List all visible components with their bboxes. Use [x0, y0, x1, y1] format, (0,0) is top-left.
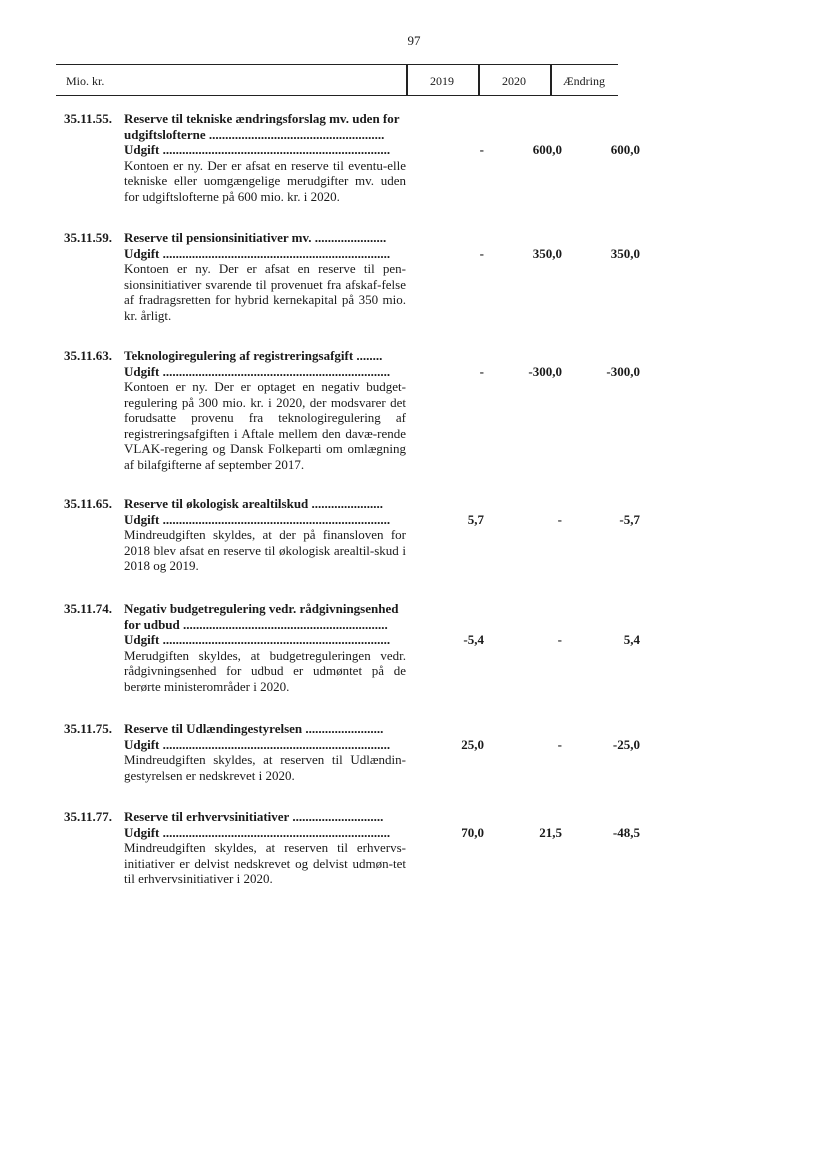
value-2020: 600,0	[532, 142, 562, 157]
value-2019: 5,7	[467, 511, 484, 527]
unit-label: Mio. kr.	[66, 74, 105, 88]
table-header	[56, 64, 618, 96]
account-code: 35.11.77.	[64, 809, 113, 824]
value-2020: -	[557, 511, 562, 527]
account-entry	[64, 721, 640, 783]
column-header-change: Ændring	[563, 74, 605, 88]
account-title: Negativ budgetregulering vedr. rådgivningsenhed for udbud ...............................................................	[124, 601, 399, 632]
account-code: 35.11.59.	[64, 230, 113, 245]
value-2019: -	[479, 245, 484, 261]
value-2019: -5,4	[463, 632, 484, 647]
udgift-label: Udgift ......................................................................	[124, 632, 391, 647]
account-code: 35.11.65.	[64, 496, 113, 511]
account-entry	[64, 111, 640, 204]
udgift-label: Udgift ......................................................................	[124, 245, 391, 261]
account-description: Mindreudgiften skyldes, at der på finansloven for 2018 blev afsat en reserve til økologisk arealtil-skud i 2018 og 2019.	[124, 527, 406, 573]
value-change: -5,7	[619, 511, 640, 527]
value-change: -300,0	[606, 363, 640, 379]
page-number: 97	[407, 33, 421, 48]
account-description: Kontoen er ny. Der er afsat en reserve til eventu-elle tekniske eller uomgængelige merudgifter mv. uden for udgiftslofterne på 600 mio. kr. i 2020.	[124, 157, 406, 204]
account-title: Reserve til erhvervsinitiativer ............................	[124, 809, 384, 824]
account-description: Mindreudgiften skyldes, at reserven til erhvervs-initiativer er delvist nedskrevet og delvist udmøn-tet til erhvervsinitiativer i 2020.	[124, 840, 406, 886]
value-2019: -	[479, 363, 484, 379]
value-change: -48,5	[612, 824, 640, 840]
udgift-label: Udgift ......................................................................	[124, 142, 391, 157]
account-entry	[64, 230, 640, 323]
value-change: 350,0	[610, 245, 640, 261]
account-title: Reserve til tekniske ændringsforslag mv. uden for udgiftslofterne ......................................................	[124, 111, 400, 142]
account-entry	[64, 496, 640, 574]
account-code: 35.11.63.	[64, 348, 113, 363]
account-code: 35.11.75.	[64, 721, 113, 736]
value-2020: -	[557, 632, 562, 647]
value-change: 5,4	[623, 632, 640, 647]
account-title: Reserve til pensionsinitiativer mv. ......................	[124, 230, 387, 245]
value-change: 600,0	[610, 142, 640, 157]
account-entry	[64, 809, 640, 887]
value-2020: -	[557, 736, 562, 752]
value-2019: 70,0	[461, 824, 484, 840]
value-2020: 21,5	[539, 824, 562, 840]
column-header-2019: 2019	[430, 74, 454, 88]
value-2019: 25,0	[461, 736, 484, 752]
account-entry	[64, 601, 640, 694]
account-description: Mindreudgiften skyldes, at reserven til Udlændin-gestyrelsen er nedskrevet i 2020.	[124, 752, 406, 783]
account-description: Kontoen er ny. Der er afsat en reserve til pen-sionsinitiativer svarende til provenuet fra afskaf-felse af fradragsretten for hybrid kernekapital på 350 mio. kr. årligt.	[124, 261, 406, 323]
account-code: 35.11.74.	[64, 601, 113, 616]
value-2019: -	[479, 142, 484, 157]
value-2020: 350,0	[532, 245, 562, 261]
value-change: -25,0	[612, 736, 640, 752]
udgift-label: Udgift ......................................................................	[124, 736, 391, 752]
account-title: Reserve til økologisk arealtilskud ......................	[124, 496, 384, 511]
account-title: Reserve til Udlændingestyrelsen ........................	[124, 721, 384, 736]
udgift-label: Udgift ......................................................................	[124, 824, 391, 840]
udgift-label: Udgift ......................................................................	[124, 363, 391, 379]
value-2020: -300,0	[528, 363, 562, 379]
account-title: Teknologiregulering af registreringsafgift ........	[124, 348, 383, 363]
account-code: 35.11.55.	[64, 111, 113, 126]
column-header-2020: 2020	[502, 74, 526, 88]
account-description: Merudgiften skyldes, at budgetreguleringen vedr. rådgivningsenhed for udbud er udmøntet på de berørte ministerområder i 2020.	[124, 647, 406, 694]
account-entry	[64, 348, 640, 472]
udgift-label: Udgift ......................................................................	[124, 511, 391, 527]
account-description: Kontoen er ny. Der er optaget en negativ budget-regulering på 300 mio. kr. i 2020, der modsvarer det forudsatte provenu fra teknologiregulering af registreringsafgiften i Aftale mellem den davæ-rende VLAK-regering og Dansk Folkeparti om omlægning af bilafgifterne af september 2017.	[124, 379, 406, 472]
